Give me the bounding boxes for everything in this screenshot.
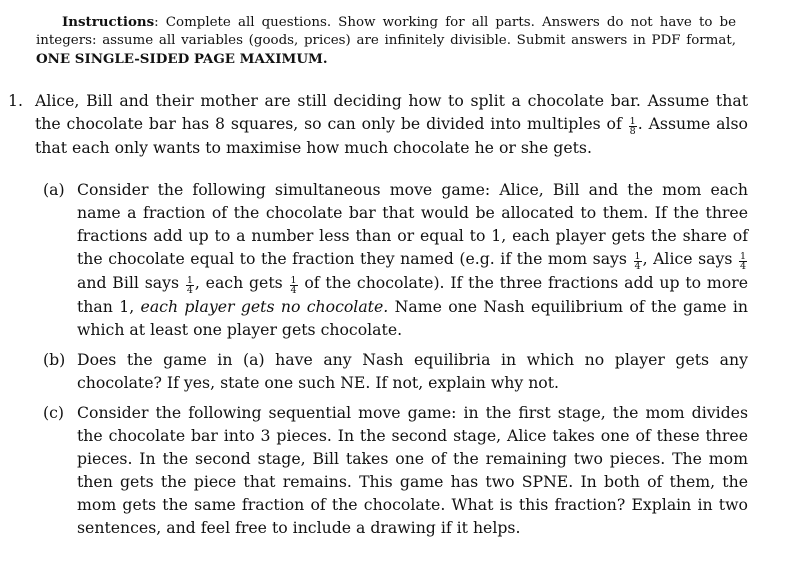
question-1	[8, 89, 748, 546]
fraction-one-eighth	[629, 117, 637, 136]
question-intro	[35, 89, 748, 159]
fraction-one-quarter	[634, 252, 642, 271]
question-parts	[35, 178, 748, 539]
part-b-text: Does the game in (a) have any Nash equilibria in which no player gets any chocolate? If yes, state one such NE. If not, explain why not.	[77, 350, 748, 392]
question-number: 1.	[8, 91, 23, 110]
fraction-one-quarter	[290, 276, 298, 295]
part-a-text-3: and Bill says	[77, 273, 180, 292]
fraction-one-quarter	[186, 276, 194, 295]
fraction-denominator: 8	[629, 126, 636, 137]
fraction-denominator: 4	[290, 285, 297, 296]
question-intro-text-b: . Assume also that each only wants to maximise how much chocolate he or she gets.	[35, 114, 748, 157]
part-a-emphasis: each player gets no chocolate.	[140, 297, 389, 316]
question-intro-text-a: Alice, Bill and their mother are still deciding how to split a chocolate bar. Assume that the chocolate bar has 8 squares, so can only be divided into multiples of	[35, 91, 748, 133]
part-a	[35, 178, 748, 341]
fraction-numerator: 1	[186, 275, 193, 286]
fraction-numerator: 1	[739, 251, 746, 262]
fraction-numerator: 1	[629, 116, 636, 127]
part-c-text: Consider the following sequential move game: in the first stage, the mom divides the chocolate bar into 3 pieces. In the second stage, Alice takes one of these three pieces. In the second stage, Bill takes one of the remaining two pieces. The mom then gets the piece that remains. This game has two SPNE. In both of them, the mom gets the same fraction of the chocolate. What is this fraction? Explain in two sentences, and feel free to include a drawing if it helps.	[77, 403, 748, 537]
fraction-denominator: 4	[186, 285, 193, 296]
part-c	[35, 401, 748, 539]
part-b	[35, 348, 748, 394]
part-a-text-5: of the chocolate). If the three fractions add up to more than 1,	[77, 273, 748, 316]
fraction-numerator: 1	[634, 251, 641, 262]
part-a-text-6: Name one Nash equilibrium of the game in which at least one player gets chocolate.	[77, 297, 748, 339]
instructions-text: : Complete all questions. Show working for all parts. Answers do not have to be integers: assume all variables (goods, prices) are infinitely divisible. Submit answers in PDF format,	[36, 15, 736, 48]
fraction-denominator: 4	[634, 261, 641, 272]
instructions-emphasis: ONE SINGLE-SIDED PAGE MAXIMUM.	[36, 51, 328, 67]
part-b-label: (b)	[43, 350, 66, 369]
fraction-one-quarter	[739, 252, 747, 271]
fraction-numerator: 1	[290, 275, 297, 286]
part-a-text-2: , Alice says	[642, 249, 733, 268]
part-a-text-1: Consider the following simultaneous move game: Alice, Bill and the mom each name a fraction of the chocolate bar that would be allocated to them. If the three fractions add up to a number less than or equal to 1, each player gets the share of the chocolate equal to the fraction they named (e.g. if the mom says	[77, 180, 748, 268]
part-a-label: (a)	[43, 180, 65, 199]
part-c-label: (c)	[43, 403, 65, 422]
instructions-paragraph	[36, 13, 736, 69]
instructions-label: Instructions	[62, 14, 155, 30]
fraction-denominator: 4	[739, 261, 746, 272]
part-a-text-4: , each gets	[194, 273, 283, 292]
